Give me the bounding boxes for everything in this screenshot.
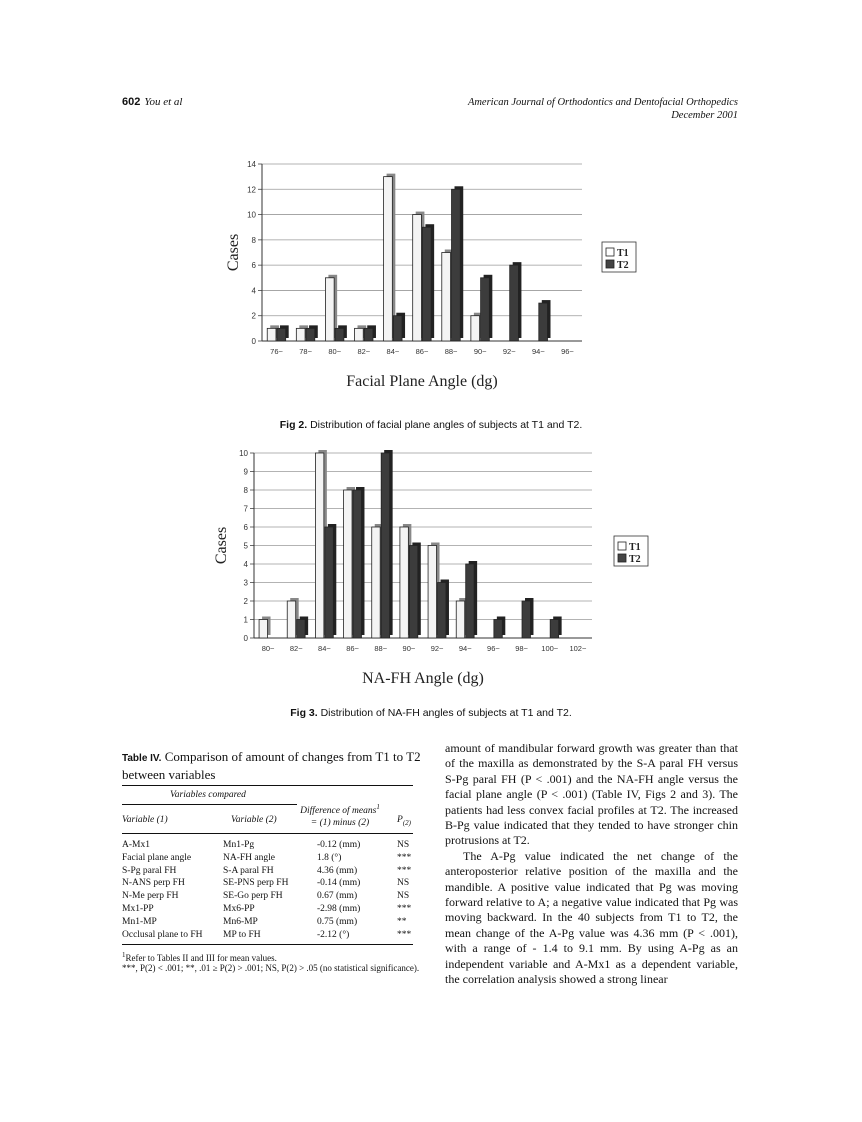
table-row: [122, 904, 422, 915]
table-cell-p: NS: [397, 878, 410, 889]
x-tick-label: 100~: [541, 644, 559, 653]
x-tick-label: 76~: [270, 347, 283, 356]
table-cell-v1: N-ANS perp FH: [122, 878, 185, 889]
issue-date: December 2001: [671, 110, 738, 121]
x-tick-label: 84~: [386, 347, 400, 356]
y-tick-label: 7: [243, 504, 248, 514]
y-tick-label: 6: [251, 261, 256, 271]
table-cell-v2: SE-Go perp FH: [223, 891, 283, 902]
bar-t2: [409, 546, 417, 639]
y-tick-label: 3: [243, 578, 248, 588]
x-tick-label: 84~: [318, 644, 331, 653]
table-col3-line2: = (1) minus (2): [310, 818, 370, 829]
table-cell-diff: -0.14 (mm): [317, 878, 361, 889]
fig2-caption: [0, 419, 862, 431]
y-tick-label: 2: [251, 311, 256, 321]
table-cell-p: ***: [397, 929, 412, 940]
table-cell-v2: MP to FH: [223, 929, 261, 940]
bar-t1: [372, 527, 380, 638]
y-tick-label: 4: [251, 286, 256, 296]
running-header-left: [122, 96, 182, 108]
bar-t1: [267, 328, 276, 341]
table-title: [122, 749, 422, 783]
x-tick-label: 82~: [357, 347, 371, 356]
fig2-bar-chart: [0, 155, 862, 400]
table-cell-p: ***: [397, 852, 412, 863]
table-cell-v1: Facial plane angle: [122, 852, 192, 863]
table-col1-header: Variable (1): [122, 815, 168, 825]
x-axis-label: NA-FH Angle (dg): [362, 670, 484, 687]
bar-t2: [522, 601, 530, 638]
table-cell-diff: 1.8 (°): [317, 852, 342, 863]
table-bottom-rule: [122, 944, 413, 945]
y-axis-label: Cases: [213, 526, 230, 565]
table-row: [122, 866, 422, 877]
bar-t2: [466, 564, 474, 638]
table-footnote-2: ***, P(2) < .001; **, .01 ≥ P(2) > .001; NS, P(2) > .05 (no statistical significance).: [122, 963, 420, 973]
journal-name: American Journal of Orthodontics and Dentofacial Orthopedics: [467, 97, 738, 108]
table-col2-header: Variable (2): [231, 815, 277, 825]
footnote-1-sup: 1: [122, 951, 126, 959]
table-row: [122, 930, 422, 941]
table-cell-v2: NA-FH angle: [223, 852, 275, 863]
x-tick-label: 82~: [289, 644, 303, 653]
legend-label-t2: T2: [617, 260, 629, 271]
table-group-rule: [122, 804, 297, 805]
bar-t1: [325, 278, 334, 341]
table-cell-diff: -0.12 (mm): [317, 840, 361, 850]
x-tick-label: 92~: [430, 644, 444, 653]
y-tick-label: 5: [243, 541, 248, 551]
bar-t1: [287, 601, 295, 638]
table-label: Table IV.: [122, 753, 162, 764]
legend-label-t2: T2: [629, 554, 641, 565]
y-tick-label: 14: [247, 160, 256, 169]
table-cell-p: ***: [397, 904, 412, 914]
x-tick-label: 86~: [346, 644, 359, 653]
bar-t1: [259, 620, 267, 639]
y-tick-label: 6: [243, 523, 248, 532]
table-cell-p: NS: [397, 840, 410, 850]
table-col3-sup: 1: [376, 803, 380, 811]
bar-t1: [400, 527, 408, 638]
table-col3-line1: Difference of means: [300, 806, 377, 817]
x-tick-label: 98~: [515, 644, 528, 653]
y-tick-label: 10: [239, 449, 248, 458]
table-row: [122, 840, 422, 851]
y-tick-label: 1: [243, 615, 248, 625]
y-tick-label: 4: [243, 560, 248, 569]
page-number: 602: [122, 96, 141, 108]
x-tick-label: 86~: [415, 347, 429, 356]
authors: You et al: [144, 96, 183, 108]
x-tick-label: 80~: [261, 644, 275, 653]
table-cell-v1: Occlusal plane to FH: [122, 929, 203, 940]
table-cell-diff: -2.98 (mm): [317, 904, 361, 914]
bar-t2: [550, 620, 558, 639]
table-group-header: Variables compared: [170, 790, 246, 800]
x-tick-label: 80~: [328, 347, 342, 356]
bar-t2: [452, 189, 461, 341]
table-col4-sub: (2): [402, 818, 411, 827]
body-paragraph-2: The A-Pg value indicated the net change of the anteroposterior relative position of the maxilla and the mandible. A positive value indicated that Pg was moving forward relative to A; a negative value indicated that Pg was moving backward. In the 40 subjects from T1 to T2, the mean change of the A-Pg value was 4.36 mm (P < .001), with a range of - 1.4 to 9.1 mm. By using A-Pg as an independent variable and A-Mx1 as a dependent variable, the correlation analysis showed a strong linear: [445, 848, 738, 987]
table-header-rule: [122, 833, 413, 834]
bar-t2: [422, 227, 431, 341]
bar-t2: [393, 316, 402, 341]
table-cell-diff: -2.12 (°): [317, 929, 350, 940]
x-tick-label: 94~: [458, 644, 472, 653]
x-tick-label: 102~: [569, 644, 587, 653]
bar-t1: [315, 453, 323, 638]
bar-t2: [438, 583, 446, 639]
fig2-caption-label: Fig 2.: [279, 419, 308, 431]
table-cell-p: NS: [397, 891, 410, 902]
bar-t2: [539, 303, 548, 341]
bar-t2: [364, 328, 373, 341]
table-top-rule: [122, 785, 413, 786]
fig3-caption-text: Distribution of NA-FH angles of subjects at T1 and T2.: [317, 707, 572, 719]
bar-t1: [296, 328, 305, 341]
y-tick-label: 10: [247, 210, 256, 220]
bar-t1: [413, 215, 422, 341]
legend-label-t1: T1: [617, 248, 629, 259]
bar-t2: [494, 620, 502, 639]
y-tick-label: 0: [243, 634, 248, 643]
table-cell-diff: 4.36 (mm): [317, 865, 358, 876]
table-title-text: Comparison of amount of changes from T1 to T2 between variables: [122, 749, 421, 782]
bar-t2: [297, 620, 305, 639]
y-tick-label: 0: [251, 337, 256, 346]
table-row: [122, 878, 422, 889]
bar-t1: [442, 253, 451, 342]
bar-t2: [481, 278, 490, 341]
table-cell-v1: N-Me perp FH: [122, 891, 179, 902]
x-tick-label: 88~: [444, 347, 458, 356]
table-cell-v2: S-A paral FH: [223, 865, 274, 876]
table-cell-v1: S-Pg paral FH: [122, 865, 177, 876]
bar-t1: [471, 316, 480, 341]
fig3-caption: [0, 707, 862, 719]
bar-t1: [384, 177, 393, 341]
x-tick-label: 96~: [487, 644, 500, 653]
body-text-column: [445, 741, 738, 988]
table-row: [122, 891, 422, 902]
table-cell-p: **: [397, 916, 407, 927]
x-tick-label: 90~: [473, 347, 487, 356]
fig3-caption-label: Fig 3.: [290, 707, 318, 719]
table-row: [122, 853, 422, 864]
x-tick-label: 94~: [531, 347, 545, 356]
table-col3-header: [300, 801, 380, 829]
y-tick-label: 9: [243, 467, 248, 477]
table-cell-p: ***: [397, 865, 412, 876]
running-header-right: [468, 96, 738, 122]
table-cell-diff: 0.67 (mm): [317, 891, 358, 902]
fig3-bar-chart: [0, 444, 862, 694]
table-col4-p: P: [397, 815, 403, 825]
fig2-caption-text: Distribution of facial plane angles of subjects at T1 and T2.: [307, 419, 583, 431]
x-tick-label: 88~: [374, 644, 388, 653]
legend-swatch-t2: [606, 260, 614, 268]
y-tick-label: 2: [243, 597, 248, 606]
table-row: [122, 917, 422, 928]
bar-t1: [456, 601, 464, 638]
bar-t2: [277, 328, 286, 341]
table-cell-v1: Mx1-PP: [122, 904, 154, 914]
table-cell-v2: Mn1-Pg: [223, 840, 255, 850]
legend-swatch-t2: [618, 554, 626, 562]
table-cell-diff: 0.75 (mm): [317, 916, 358, 927]
y-axis-label: Cases: [225, 233, 242, 272]
y-tick-label: 12: [247, 185, 256, 195]
table-cell-v2: Mx6-PP: [223, 904, 255, 914]
table-cell-v2: Mn6-MP: [223, 916, 258, 927]
bar-t1: [428, 546, 436, 639]
body-paragraph-1: amount of mandibular forward growth was greater than that of the maxilla as demonstrated by the S-A paral FH versus S-Pg paral FH (P < .001) and the NA-FH angle versus the facial plane angle (P < .001) (Table IV, Figs 2 and 3). The patients had less convex facial profiles at T2. The increased B-Pg value indicated that they tended to have stronger chin protrusions at T2.: [445, 741, 738, 848]
legend-swatch-t1: [606, 248, 614, 256]
x-tick-label: 78~: [299, 347, 313, 356]
bar-t2: [335, 328, 344, 341]
bar-t2: [353, 490, 361, 638]
y-tick-label: 8: [251, 235, 256, 245]
bar-t2: [325, 527, 333, 638]
table-cell-v1: A-Mx1: [122, 840, 150, 850]
legend-swatch-t1: [618, 542, 626, 550]
bar-t1: [344, 490, 352, 638]
x-tick-label: 90~: [402, 644, 416, 653]
footnote-1-text: Refer to Tables II and III for mean values.: [125, 953, 277, 963]
bar-t2: [381, 453, 389, 638]
x-tick-label: 92~: [502, 347, 516, 356]
bar-t2: [510, 265, 519, 341]
table-col4-header: [397, 815, 411, 827]
bar-t2: [306, 328, 315, 341]
y-tick-label: 8: [243, 486, 248, 495]
x-axis-label: Facial Plane Angle (dg): [346, 373, 498, 390]
bar-t1: [355, 328, 364, 341]
table-cell-v2: SE-PNS perp FH: [223, 878, 289, 889]
table-cell-v1: Mn1-MP: [122, 916, 157, 927]
legend-label-t1: T1: [629, 542, 641, 553]
x-tick-label: 96~: [561, 347, 574, 356]
